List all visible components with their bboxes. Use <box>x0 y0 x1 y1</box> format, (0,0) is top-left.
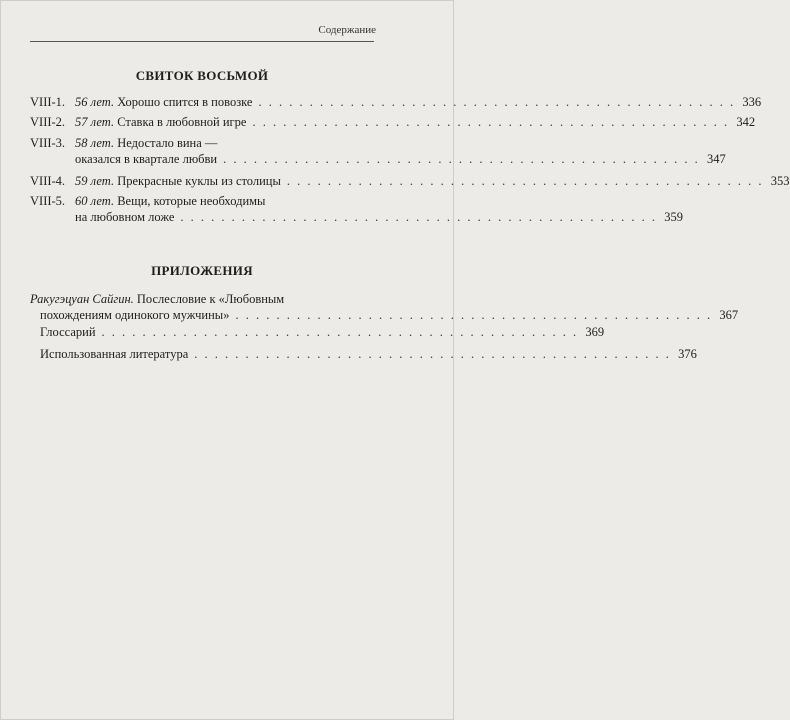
entry-age: 56 лет. <box>75 95 115 109</box>
dot-leader <box>258 94 735 110</box>
entry-title: Глоссарий <box>40 325 96 339</box>
running-head: Содержание <box>318 24 376 36</box>
dot-leader <box>194 346 671 362</box>
section-title-scroll-eight: СВИТОК ВОСЬМОЙ <box>135 68 269 83</box>
entry-title: Послесловие к «Любовным <box>136 292 285 306</box>
entry-page: 347 <box>707 152 726 166</box>
entry-author: Ракугэцуан Сайгин. <box>30 292 134 306</box>
entry-title: Ставка в любовной игре <box>117 115 247 129</box>
entry-page: 359 <box>664 210 684 224</box>
entry-number: VIII-3. <box>30 136 66 150</box>
entry-page: 353 <box>770 174 790 188</box>
toc-entry-viii-1[interactable] <box>30 94 762 110</box>
entry-age: 58 лет. <box>75 136 115 150</box>
show-through-text <box>95 330 395 600</box>
entry-age: 57 лет. <box>75 115 115 129</box>
dot-leader <box>180 209 657 225</box>
dot-leader <box>223 151 700 167</box>
entry-title: Недостало вина — <box>117 136 218 150</box>
entry-title: Вещи, которые необходимы <box>117 194 266 208</box>
toc-entry-viii-3[interactable] <box>30 135 726 167</box>
entry-title: Хорошо спится в повозке <box>117 95 253 109</box>
entry-title-continued: на любовном ложе <box>75 210 175 224</box>
entry-page: 367 <box>719 308 739 322</box>
dot-leader <box>287 173 764 189</box>
entry-title-continued: оказался в квартале любви <box>75 152 218 166</box>
entry-page: 376 <box>678 347 697 361</box>
section-title-appendices: ПРИЛОЖЕНИЯ <box>151 263 253 278</box>
header-rule <box>30 41 374 42</box>
toc-entry-afterword[interactable] <box>30 291 739 323</box>
entry-title-continued: похождениям одинокого мужчины» <box>40 308 230 322</box>
entry-title: Использованная литература <box>40 347 189 361</box>
entry-number: VIII-1. <box>30 95 66 109</box>
entry-number: VIII-2. <box>30 115 66 129</box>
entry-page: 369 <box>585 325 605 339</box>
entry-age: 60 лет. <box>75 194 115 208</box>
entry-number: VIII-5. <box>30 194 66 208</box>
toc-entry-bibliography[interactable] <box>30 346 697 362</box>
entry-title: Прекрасные куклы из столицы <box>117 174 281 188</box>
toc-entry-viii-4[interactable] <box>30 173 790 189</box>
toc-entry-viii-2[interactable] <box>30 114 756 130</box>
entry-number: VIII-4. <box>30 174 66 188</box>
toc-entry-viii-5[interactable] <box>30 193 684 225</box>
dot-leader <box>102 324 579 340</box>
dot-leader <box>252 114 729 130</box>
entry-age: 59 лет. <box>75 174 115 188</box>
entry-page: 336 <box>742 95 762 109</box>
toc-entry-glossary[interactable] <box>30 324 605 340</box>
dot-leader <box>235 307 712 323</box>
entry-page: 342 <box>736 115 756 129</box>
